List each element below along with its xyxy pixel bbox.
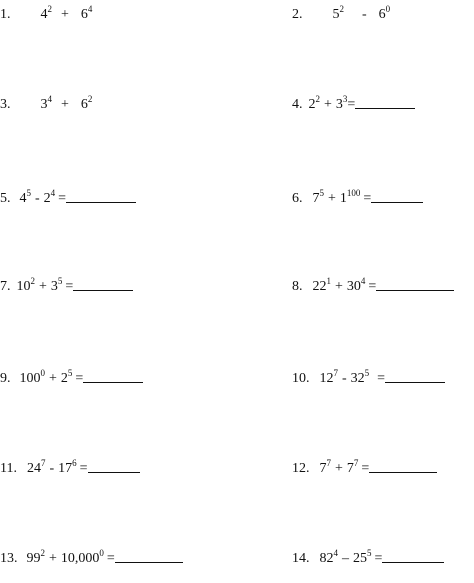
base: 4 xyxy=(19,191,27,206)
equals-sign: = xyxy=(79,461,88,476)
problem-number: 12. xyxy=(292,461,310,476)
problem-11 xyxy=(0,460,140,478)
problem-number: 14. xyxy=(292,551,310,566)
exponent: 4 xyxy=(333,548,338,558)
exponent: 5 xyxy=(364,368,370,378)
operator: + xyxy=(49,371,57,386)
answer-blank xyxy=(66,190,136,203)
operator: + xyxy=(328,191,336,206)
base: 10,000 xyxy=(60,551,100,566)
equals-sign: = xyxy=(58,191,67,206)
problem-4 xyxy=(292,96,415,114)
problem-number: 8. xyxy=(292,279,303,294)
problem-9 xyxy=(0,370,143,388)
equals-sign: = xyxy=(361,461,370,476)
exponent: 3 xyxy=(342,94,348,104)
exponent: 0 xyxy=(40,368,45,378)
base: 10 xyxy=(16,279,31,294)
operator: – xyxy=(342,551,349,566)
equals-sign: = xyxy=(368,279,377,294)
exponent: 5 xyxy=(319,188,324,198)
equals-sign: = xyxy=(363,191,372,206)
exponent: 2 xyxy=(87,94,93,104)
equals-sign: = xyxy=(347,97,356,112)
base: 2 xyxy=(43,191,51,206)
exponent: 7 xyxy=(40,458,46,468)
base: 7 xyxy=(346,461,354,476)
answer-blank xyxy=(369,460,437,473)
base: 22 xyxy=(312,279,327,294)
exponent: 2 xyxy=(47,4,52,14)
problem-number: 1. xyxy=(0,7,11,22)
answer-blank xyxy=(382,550,444,563)
base: 1 xyxy=(339,191,347,206)
exponent: 0 xyxy=(385,4,391,14)
problem-7 xyxy=(0,278,133,296)
exponent: 5 xyxy=(67,368,73,378)
answer-blank xyxy=(115,550,183,563)
base: 6 xyxy=(378,7,386,22)
exponent: 4 xyxy=(50,188,56,198)
operator: - xyxy=(342,371,347,386)
problem-10 xyxy=(292,370,445,388)
exponent: 7 xyxy=(353,458,359,468)
base: 12 xyxy=(319,371,334,386)
operator: + xyxy=(61,97,69,112)
problem-number: 9. xyxy=(0,371,11,386)
exponent: 6 xyxy=(72,458,77,468)
operator: + xyxy=(39,279,47,294)
base: 3 xyxy=(50,279,58,294)
base: 32 xyxy=(350,371,365,386)
answer-blank xyxy=(355,96,415,109)
exponent: 5 xyxy=(367,548,372,558)
equals-sign: = xyxy=(75,371,84,386)
problem-5 xyxy=(0,190,136,208)
exponent: 4 xyxy=(87,4,93,14)
exponent: 2 xyxy=(30,276,35,286)
equals-sign: = xyxy=(374,551,383,566)
base: 5 xyxy=(332,7,340,22)
answer-blank xyxy=(376,278,454,291)
operator: + xyxy=(335,279,343,294)
base: 30 xyxy=(346,279,361,294)
problem-13 xyxy=(0,550,183,568)
answer-blank xyxy=(88,460,140,473)
problem-number: 5. xyxy=(0,191,11,206)
exponent: 2 xyxy=(339,4,344,14)
base: 17 xyxy=(58,461,73,476)
problem-6 xyxy=(292,190,423,208)
problem-number: 11. xyxy=(0,461,17,476)
answer-blank xyxy=(371,190,423,203)
problem-number: 10. xyxy=(292,371,310,386)
base: 4 xyxy=(40,7,48,22)
base: 3 xyxy=(40,97,48,112)
exponent: 4 xyxy=(47,94,52,104)
problem-number: 2. xyxy=(292,7,303,22)
base: 6 xyxy=(80,7,88,22)
equals-sign: = xyxy=(65,279,74,294)
answer-blank xyxy=(83,370,143,383)
problem-12 xyxy=(292,460,437,478)
answer-blank xyxy=(73,278,133,291)
equals-sign: = xyxy=(106,551,115,566)
problem-1 xyxy=(0,6,92,24)
exponent: 5 xyxy=(26,188,31,198)
operator: + xyxy=(49,551,57,566)
base: 24 xyxy=(26,461,41,476)
base: 99 xyxy=(26,551,41,566)
base: 25 xyxy=(353,551,367,566)
exponent: 2 xyxy=(315,94,320,104)
exponent: 2 xyxy=(40,548,45,558)
problem-number: 3. xyxy=(0,97,11,112)
operator: - xyxy=(362,7,367,22)
operator: + xyxy=(335,461,343,476)
operator: + xyxy=(324,97,332,112)
base: 7 xyxy=(312,191,320,206)
problem-14 xyxy=(292,550,444,568)
problem-3 xyxy=(0,96,92,114)
operator: - xyxy=(35,191,40,206)
exponent: 1 xyxy=(326,276,331,286)
base: 2 xyxy=(60,371,68,386)
problem-number: 6. xyxy=(292,191,303,206)
base: 3 xyxy=(335,97,343,112)
answer-blank xyxy=(385,370,445,383)
problem-number: 7. xyxy=(0,279,11,294)
problem-number: 4. xyxy=(292,97,303,112)
base: 100 xyxy=(19,371,41,386)
exponent: 7 xyxy=(333,368,338,378)
problem-number: 13. xyxy=(0,551,18,566)
equals-sign: = xyxy=(377,371,386,386)
exponent: 4 xyxy=(360,276,366,286)
operator: - xyxy=(49,461,55,476)
base: 82 xyxy=(319,551,334,566)
base: 7 xyxy=(319,461,327,476)
exponent: 0 xyxy=(99,548,104,558)
operator: + xyxy=(61,7,69,22)
exponent: 7 xyxy=(326,458,331,468)
problem-2 xyxy=(292,6,390,24)
exponent: 100 xyxy=(346,188,361,198)
base: 2 xyxy=(308,97,316,112)
base: 6 xyxy=(80,97,88,112)
exponent: 5 xyxy=(57,276,63,286)
problem-8 xyxy=(292,278,454,296)
